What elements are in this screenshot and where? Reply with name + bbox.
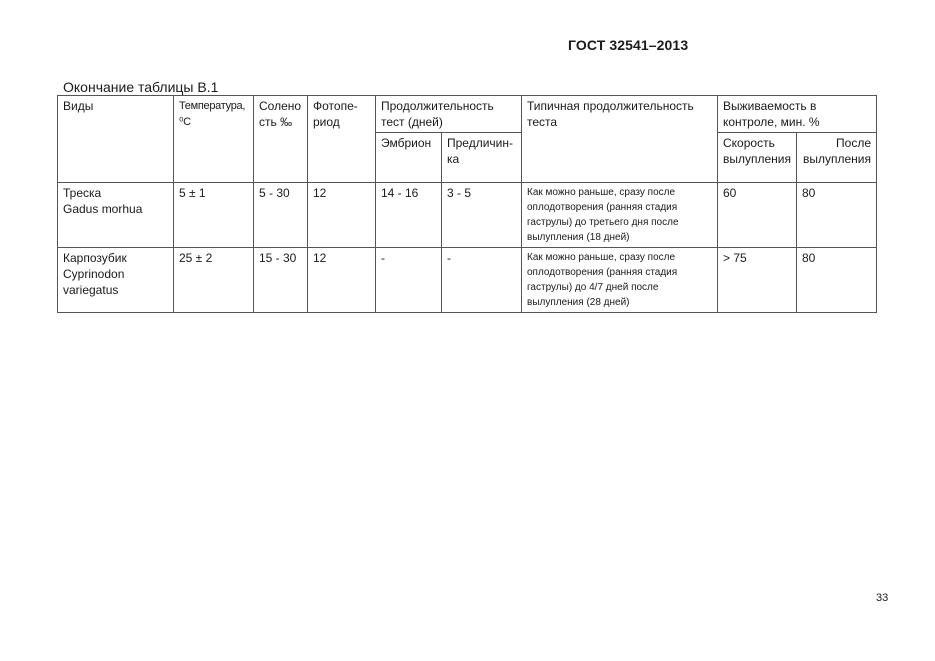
cell-species: [58, 183, 174, 248]
header-after-hatch-line2: вылупления: [803, 152, 872, 166]
header-hatch-rate: Скорость вылупления: [718, 133, 797, 183]
cell-embryo: -: [376, 248, 442, 313]
document-code: ГОСТ 32541–2013: [568, 37, 689, 53]
cell-after-hatch: 80: [797, 183, 877, 248]
cell-temperature: 25 ± 2: [174, 248, 254, 313]
cell-salinity: 15 - 30: [254, 248, 308, 313]
cell-photoperiod: 12: [308, 183, 376, 248]
cell-hatch-rate: 60: [718, 183, 797, 248]
header-embryo: Эмбрион: [376, 133, 442, 183]
species-common-name: Карпозубик: [63, 251, 127, 265]
header-typical-duration: Типичная продолжительность теста: [522, 96, 718, 183]
data-table: [57, 95, 877, 313]
header-salinity: Солено сть ‰: [254, 96, 308, 183]
species-latin-name-cont: variegatus: [63, 283, 119, 297]
table-caption: Окончание таблицы В.1: [63, 79, 219, 95]
species-latin-name: Cyprinodon: [63, 267, 125, 281]
header-temperature-label: Температура,: [179, 100, 246, 112]
header-temperature-unit: ⁰C: [179, 116, 191, 128]
cell-after-hatch: 80: [797, 248, 877, 313]
species-common-name: Треска: [63, 186, 102, 200]
cell-hatch-rate: > 75: [718, 248, 797, 313]
cell-typical-duration: Как можно раньше, сразу после оплодотворения (ранняя стадия гаструлы) до 4/7 дней после вылупления (28 дней): [522, 248, 718, 313]
header-prelarva: Предличин-ка: [442, 133, 522, 183]
header-species: Виды: [58, 96, 174, 183]
header-duration: Продолжительность тест (дней): [376, 96, 522, 133]
table-row: [58, 183, 877, 248]
cell-photoperiod: 12: [308, 248, 376, 313]
cell-prelarva: 3 - 5: [442, 183, 522, 248]
page-number: 33: [876, 592, 889, 604]
header-after-hatch: [797, 133, 877, 183]
cell-prelarva: -: [442, 248, 522, 313]
cell-species: [58, 248, 174, 313]
header-photoperiod: Фотопе-риод: [308, 96, 376, 183]
cell-embryo: 14 - 16: [376, 183, 442, 248]
header-temperature: [174, 96, 254, 183]
header-row: [58, 96, 877, 133]
cell-temperature: 5 ± 1: [174, 183, 254, 248]
header-survival: Выживаемость в контроле, мин. %: [718, 96, 877, 133]
cell-salinity: 5 - 30: [254, 183, 308, 248]
header-after-hatch-line1: После: [836, 136, 872, 150]
table-row: [58, 248, 877, 313]
cell-typical-duration: Как можно раньше, сразу после оплодотворения (ранняя стадия гаструлы) до третьего дня после вылупления (18 дней): [522, 183, 718, 248]
species-latin-name: Gadus morhua: [63, 202, 143, 216]
